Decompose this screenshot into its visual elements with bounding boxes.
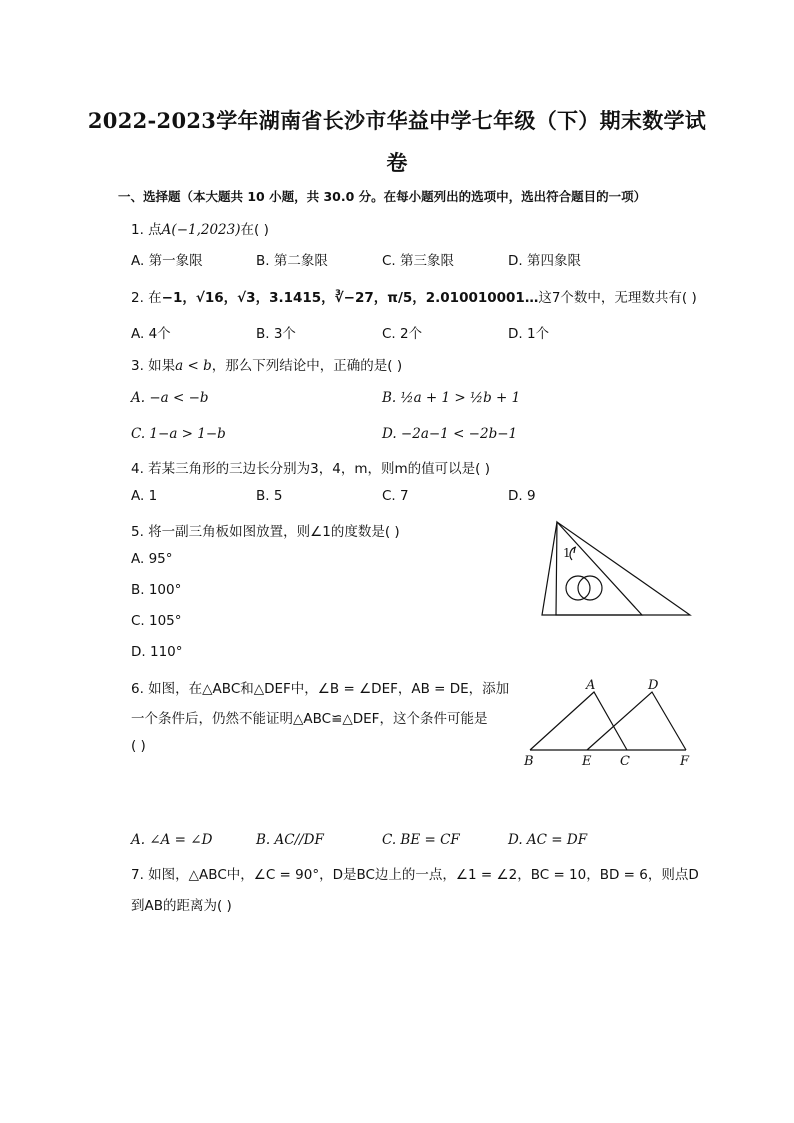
label-c: C <box>620 754 630 769</box>
question-6-option-a: A. ∠A = ∠D <box>131 832 213 848</box>
question-5-option-b: B. 100° <box>131 582 182 598</box>
question-1-option-b: B. 第二象限 <box>256 253 328 269</box>
question-4-option-a: A. 1 <box>131 488 158 504</box>
question-3-option-d: D. −2a−1 < −2b−1 <box>382 426 518 442</box>
question-4-stem: 4. 若某三角形的三边长分别为3，4，m，则m的值可以是( ) <box>131 461 490 477</box>
question-3-option-a: A. −a < −b <box>131 390 209 406</box>
triangle-def <box>587 692 686 750</box>
question-1-option-a: A. 第一象限 <box>131 253 203 269</box>
triangle-abc <box>530 692 627 750</box>
question-5-stem: 5. 将一副三角板如图放置，则∠1的度数是( ) <box>131 524 400 540</box>
label-b: B <box>524 754 534 769</box>
question-3-option-b: B. ½a + 1 > ½b + 1 <box>382 390 521 406</box>
exam-title-line1: 2022-2023学年湖南省长沙市华益中学七年级（下）期末数学试 <box>87 108 707 133</box>
question-3-option-c: C. 1−a > 1−b <box>131 426 226 442</box>
angle-1-label: 1 <box>563 546 571 560</box>
question-1-suffix: 在( ) <box>240 222 269 238</box>
question-3-stem <box>131 354 402 374</box>
question-2-option-b: B. 3个 <box>256 326 296 342</box>
question-2-stem <box>131 286 697 306</box>
question-3-prefix: 3. 如果 <box>131 358 176 374</box>
section-heading: 一、选择题（本大题共 10 小题，共 30.0 分。在每小题列出的选项中，选出符合题目的一项） <box>118 189 647 204</box>
question-6-option-c: C. BE = CF <box>382 832 460 848</box>
question-1-option-c: C. 第三象限 <box>382 253 455 269</box>
question-6-line2: 一个条件后，仍然不能证明△ABC≌△DEF，这个条件可能是 <box>131 711 488 727</box>
label-d: D <box>648 678 659 693</box>
question-3-condition: a < b <box>175 358 212 374</box>
question-6-line1: 6. 如图，在△ABC和△DEF中，∠B = ∠DEF，AB = DE，添加 <box>131 681 510 697</box>
question-6-option-d: D. AC = DF <box>508 832 588 848</box>
question-3-suffix: ，那么下列结论中，正确的是( ) <box>211 358 403 374</box>
question-7-line2: 到AB的距离为( ) <box>131 898 232 914</box>
question-6-figure <box>516 674 702 770</box>
question-6-line3: ( ) <box>131 738 146 754</box>
question-2-option-c: C. 2个 <box>382 326 423 342</box>
question-2-number-list: −1，√16，√3，3.1415，∛−27，π/5，2.010010001… <box>161 290 539 306</box>
label-f: F <box>680 754 690 769</box>
question-2-prefix: 2. 在 <box>131 290 162 306</box>
question-4-option-b: B. 5 <box>256 488 283 504</box>
set-square-large <box>542 522 690 615</box>
question-2-suffix: 这7个数中，无理数共有( ) <box>538 290 697 306</box>
question-4-option-c: C. 7 <box>382 488 409 504</box>
question-2-option-a: A. 4个 <box>131 326 171 342</box>
question-5-figure <box>530 515 700 623</box>
question-5-option-a: A. 95° <box>131 551 173 567</box>
question-2-option-d: D. 1个 <box>508 326 550 342</box>
question-6-option-b: B. AC//DF <box>256 832 324 848</box>
question-7-line1: 7. 如图，△ABC中，∠C = 90°，D是BC边上的一点，∠1 = ∠2，BC = 10，BD = 6，则点D <box>131 867 699 883</box>
label-e: E <box>582 754 592 769</box>
question-1-prefix: 1. 点 <box>131 222 162 238</box>
question-1-point: A(−1,2023) <box>161 222 241 238</box>
label-a: A <box>586 678 596 693</box>
question-5-option-d: D. 110° <box>131 644 183 660</box>
set-square-small <box>556 522 642 615</box>
question-5-option-c: C. 105° <box>131 613 182 629</box>
exam-title-line2: 卷 <box>386 150 408 175</box>
question-4-option-d: D. 9 <box>508 488 536 504</box>
question-1-stem <box>131 218 269 238</box>
question-1-option-d: D. 第四象限 <box>508 253 581 269</box>
